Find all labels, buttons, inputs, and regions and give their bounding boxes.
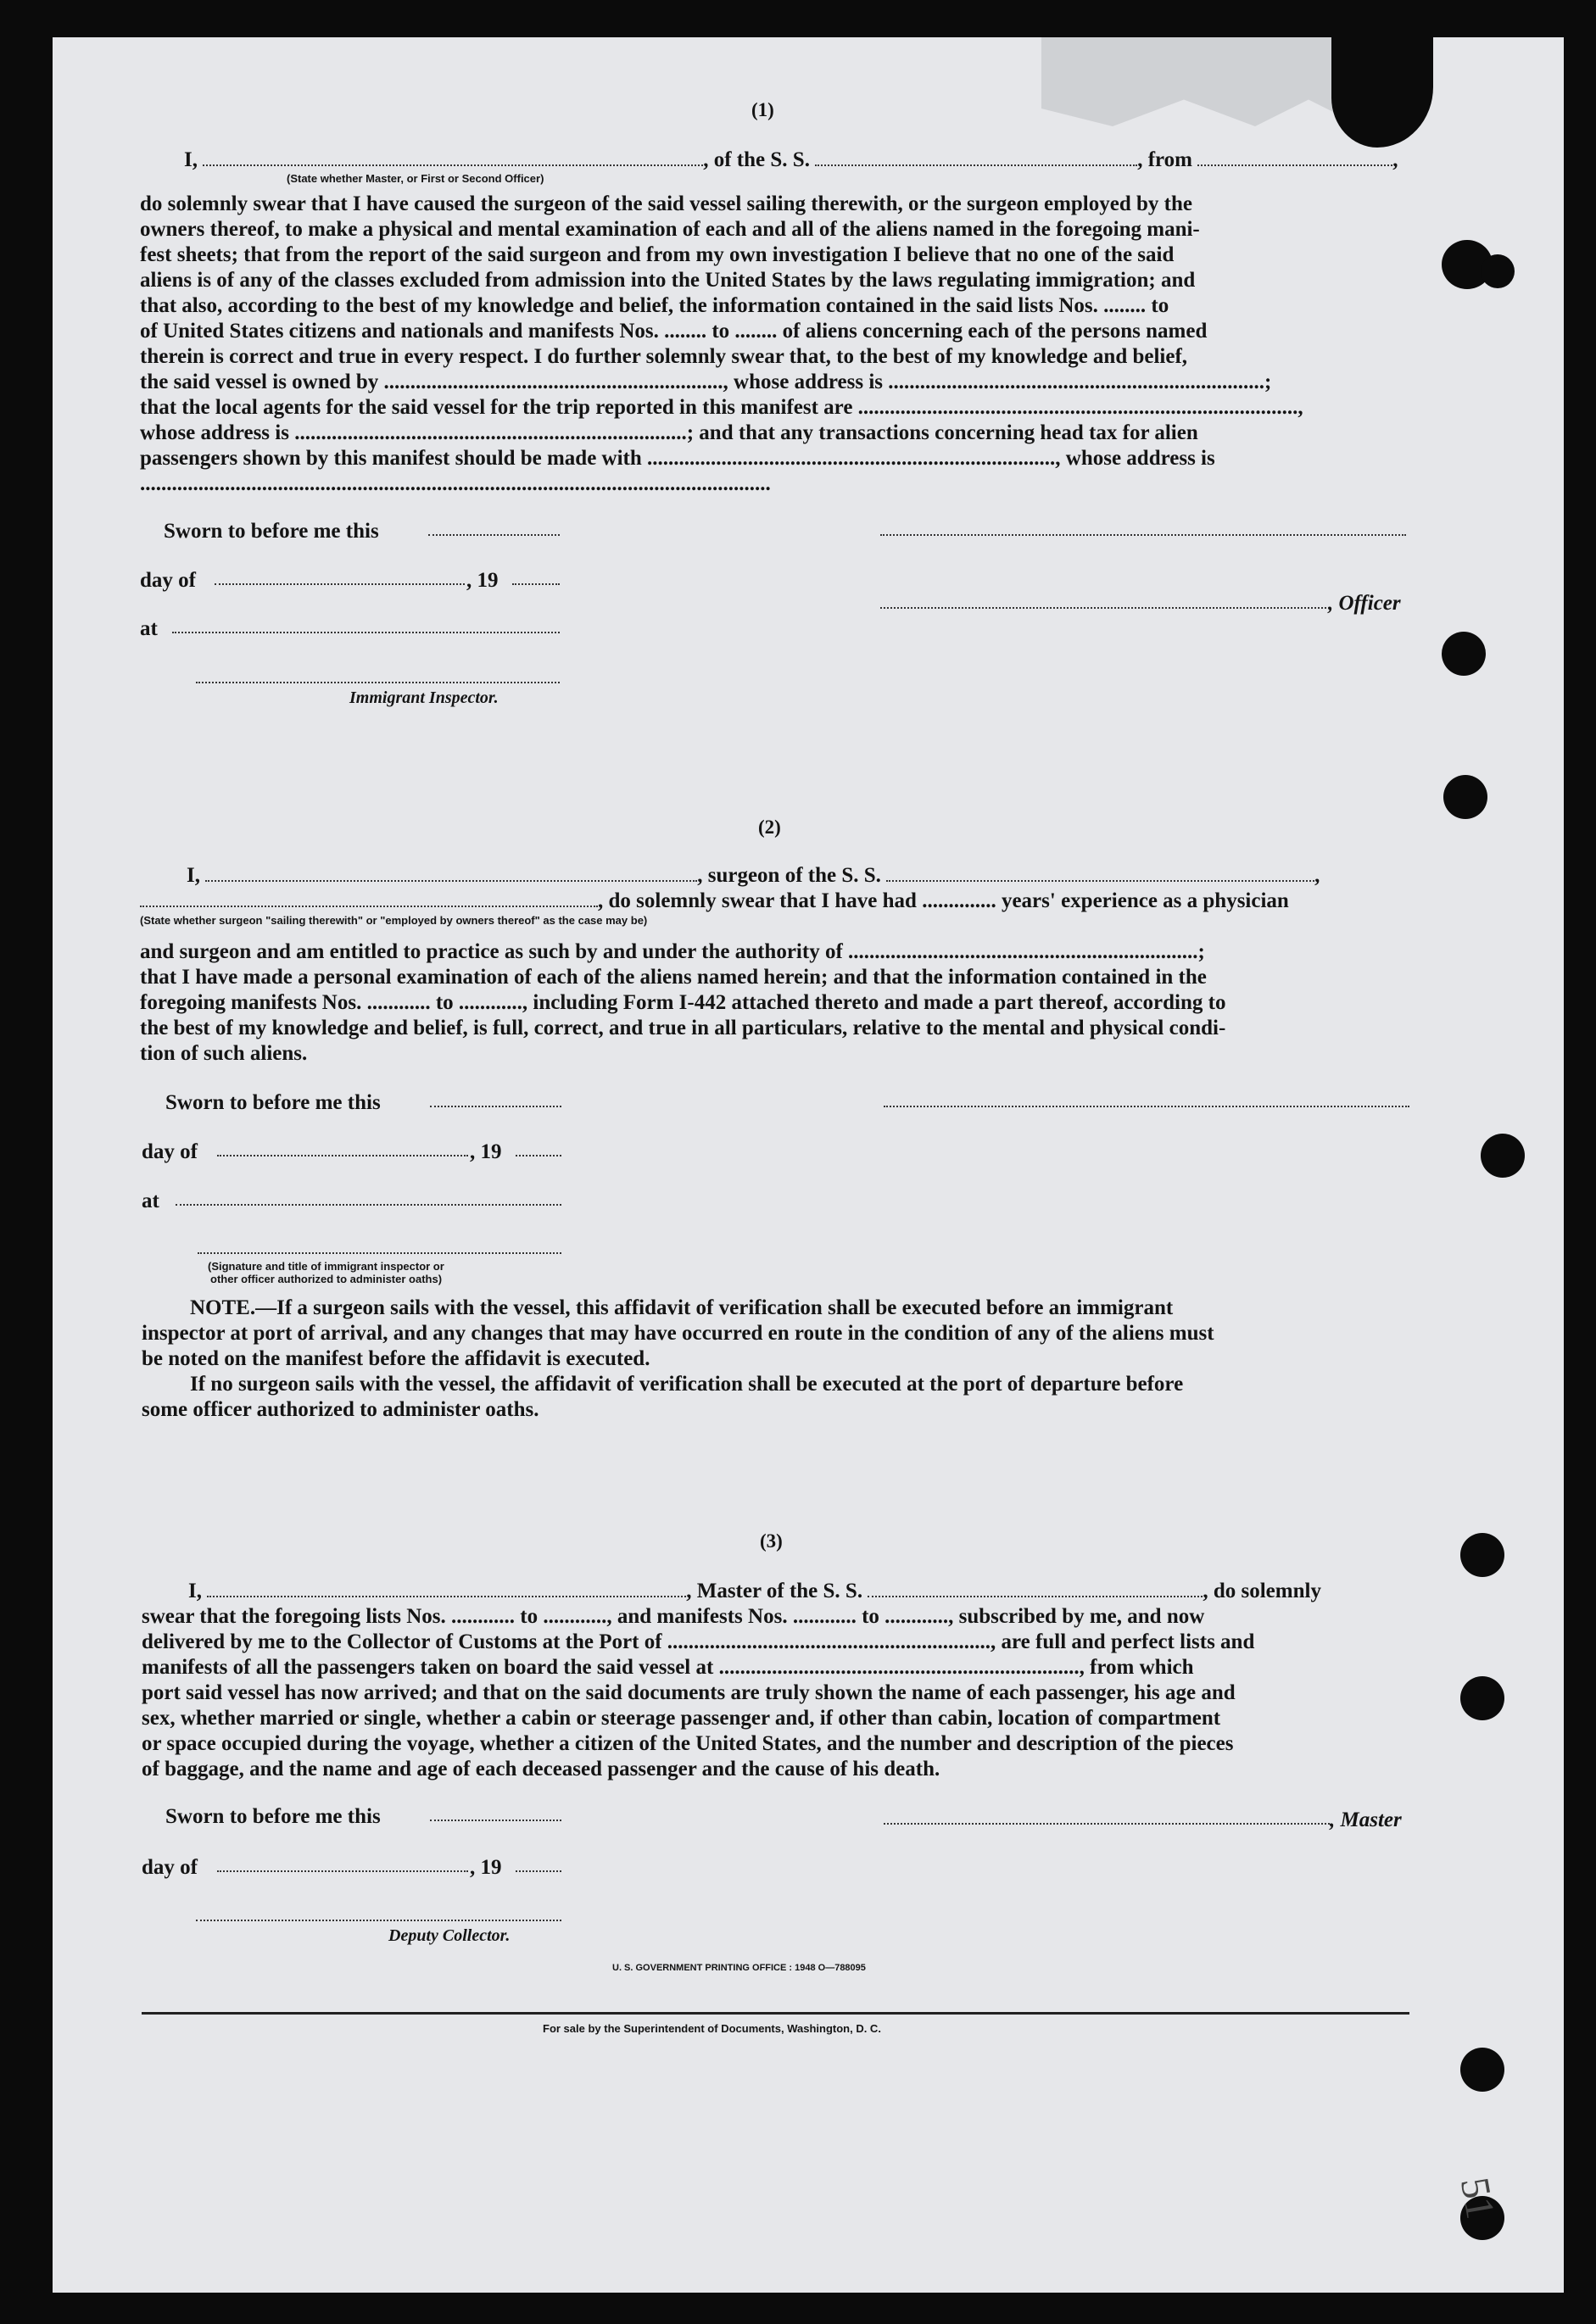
surgeon-name-field[interactable]	[205, 865, 697, 882]
surgeon-ship-label: , surgeon of the S. S.	[697, 864, 881, 887]
body-line: owners thereof, to make a physical and mental examination of each and all of the aliens named in the foregoing mani-	[140, 218, 1200, 241]
sale-notice: For sale by the Superintendent of Documents, Washington, D. C.	[543, 2022, 881, 2035]
body-line: passengers shown by this manifest should be made with ............................................................................., whose address is	[140, 447, 1215, 470]
at-label: at	[140, 617, 158, 640]
year-prefix: , 19	[466, 569, 499, 592]
punch-hole	[1443, 775, 1487, 819]
body-line: aliens is of any of the classes excluded from admission into the United States by the laws regulating immigration; and	[140, 269, 1196, 292]
deputy-collector-label: Deputy Collector.	[388, 1926, 511, 1945]
note-line: be noted on the manifest before the affidavit is executed.	[142, 1347, 650, 1370]
handwritten-page-mark: 51	[1451, 2174, 1504, 2222]
body-line: that I have made a personal examination of each of the aliens named herein; and that the information contained in the	[140, 966, 1207, 989]
year-field[interactable]	[512, 583, 560, 585]
at-label: at	[142, 1190, 159, 1212]
ship-label: , of the S. S.	[703, 148, 810, 171]
surgeon-status-caption: (State whether surgeon "sailing therewith" or "employed by owners thereof" as the case may be)	[140, 914, 648, 927]
body-line: fest sheets; that from the report of the said surgeon and from my own investigation I believe that no one of the said	[140, 243, 1175, 266]
year-prefix: , 19	[470, 1140, 502, 1163]
body-line: or space occupied during the voyage, whether a citizen of the United States, and the number and description of the pieces	[142, 1732, 1234, 1755]
master-name-field[interactable]	[207, 1580, 686, 1597]
section-number: (1)	[751, 99, 774, 120]
inspector-label: Immigrant Inspector.	[349, 688, 499, 707]
punch-hole	[1460, 1676, 1504, 1720]
officer-signature-field[interactable]	[198, 1252, 561, 1254]
ship-name-field[interactable]	[815, 149, 1137, 166]
sworn-date-field[interactable]	[430, 1820, 561, 1821]
at-place-field[interactable]	[176, 1204, 561, 1206]
note-line: inspector at port of arrival, and any changes that may have occurred en route in the condition of any of the aliens must	[142, 1322, 1214, 1345]
master-ship-field[interactable]	[868, 1580, 1203, 1597]
solemnly-label: , do solemnly	[1203, 1580, 1321, 1602]
day-of-label: day of	[142, 1856, 198, 1879]
collector-signature-field[interactable]	[196, 1920, 561, 1921]
officer-name-field[interactable]	[880, 607, 1326, 609]
sworn-label: Sworn to before me this	[164, 520, 379, 543]
master-signature-field[interactable]	[884, 1823, 1330, 1825]
sworn-date-field[interactable]	[430, 1106, 561, 1107]
body-line: that the local agents for the said vessel for the trip reported in this manifest are ...................................................................................,	[140, 396, 1303, 419]
sworn-date-field[interactable]	[428, 534, 560, 536]
year-field[interactable]	[516, 1870, 561, 1872]
from-label: , from	[1137, 148, 1192, 171]
signature-caption: (Signature and title of immigrant inspector or	[208, 1260, 444, 1273]
body-line: tion of such aliens.	[140, 1042, 308, 1065]
at-place-field[interactable]	[172, 632, 560, 633]
surgeon-signature-field[interactable]	[884, 1106, 1409, 1107]
officer-title-field[interactable]	[203, 149, 703, 166]
body-line: of baggage, and the name and age of each deceased passenger and the cause of his death.	[142, 1758, 940, 1781]
surgeon-second-line	[140, 889, 1289, 914]
surgeon-experience-text: , do solemnly swear that I have had .............. years' experience as a physician	[598, 889, 1289, 912]
body-line: sex, whether married or single, whether a cabin or steerage passenger and, if other than cabin, location of compartment	[142, 1707, 1221, 1730]
body-line: of United States citizens and nationals and manifests Nos. ........ to ........ of aliens concerning each of the persons named	[140, 320, 1208, 343]
year-prefix: , 19	[470, 1856, 502, 1879]
inspector-signature-field[interactable]	[196, 682, 560, 683]
surgeon-first-line: I, , surgeon of the S. S. ,	[187, 864, 1320, 887]
departure-port-field[interactable]	[1197, 149, 1392, 166]
punch-hole	[1460, 2048, 1504, 2092]
pronoun-label: I,	[187, 864, 200, 887]
officer-label: , Officer	[1328, 592, 1401, 615]
body-line: swear that the foregoing lists Nos. ............ to ............, and manifests Nos. ............ to ............, subscribed by me, and now	[142, 1605, 1205, 1628]
body-line: the best of my knowledge and belief, is full, correct, and true in all particulars, relative to the mental and physical condi-	[140, 1017, 1226, 1039]
section-number: (3)	[760, 1530, 783, 1552]
note-line: NOTE.—If a surgeon sails with the vessel, this affidavit of verification shall be executed before an immigrant	[190, 1296, 1174, 1319]
body-line: manifests of all the passengers taken on board the said vessel at ...................................................................., from which	[142, 1656, 1194, 1679]
pronoun-label: I,	[188, 1580, 202, 1602]
day-of-field[interactable]	[217, 1870, 468, 1872]
body-line: that also, according to the best of my knowledge and belief, the information contained in the said lists Nos. ........ to	[140, 294, 1169, 317]
note-line: some officer authorized to administer oaths.	[142, 1398, 539, 1421]
surgeon-ship-field[interactable]	[886, 865, 1314, 882]
punch-hole	[1442, 632, 1486, 676]
affidavit-first-line: I, , of the S. S. , from ,	[184, 148, 1398, 171]
body-line: and surgeon and am entitled to practice as such by and under the authority of ..................................................................;	[140, 940, 1205, 963]
body-line: .......................................................................................................................	[140, 472, 771, 495]
sworn-label: Sworn to before me this	[165, 1091, 381, 1114]
printing-office-imprint: U. S. GOVERNMENT PRINTING OFFICE : 1948 O—788095	[612, 1963, 866, 1973]
day-of-label: day of	[142, 1140, 198, 1163]
section-number: (2)	[758, 816, 781, 838]
day-of-field[interactable]	[215, 583, 465, 585]
year-field[interactable]	[516, 1155, 561, 1156]
body-line: do solemnly swear that I have caused the surgeon of the said vessel sailing therewith, or the surgeon employed by the	[140, 192, 1192, 215]
punch-hole	[1481, 254, 1515, 288]
body-line: foregoing manifests Nos. ............ to ............, including Form I-442 attached thereto and made a part thereof, according to	[140, 991, 1226, 1014]
note-line: If no surgeon sails with the vessel, the affidavit of verification shall be executed at the port of departure before	[190, 1373, 1184, 1396]
pronoun-label: I,	[184, 148, 198, 171]
officer-signature-field[interactable]	[880, 534, 1406, 536]
officer-caption: (State whether Master, or First or Second Officer)	[287, 172, 544, 185]
punch-hole	[1481, 1134, 1525, 1178]
punch-hole	[1460, 1533, 1504, 1577]
body-line: whose address is ..........................................................................; and that any transactions concerning head tax for alien	[140, 421, 1198, 444]
sworn-label: Sworn to before me this	[165, 1805, 381, 1828]
footer-divider	[142, 2012, 1409, 2015]
body-line: delivered by me to the Collector of Customs at the Port of ............................................................., are full and perfect lists and	[142, 1630, 1255, 1653]
body-line: port said vessel has now arrived; and that on the said documents are truly shown the name of each passenger, his age and	[142, 1681, 1236, 1704]
surgeon-status-field[interactable]	[140, 890, 598, 907]
master-ship-label: , Master of the S. S.	[686, 1580, 863, 1602]
master-label: , Master	[1330, 1808, 1402, 1831]
signature-caption: other officer authorized to administer oaths)	[210, 1273, 443, 1285]
body-line: the said vessel is owned by ................................................................, whose address is .......................................................................;	[140, 371, 1272, 393]
master-first-line	[188, 1579, 1321, 1604]
day-of-field[interactable]	[217, 1155, 468, 1156]
body-line: therein is correct and true in every respect. I do further solemnly swear that, to the best of my knowledge and belief,	[140, 345, 1188, 368]
day-of-label: day of	[140, 569, 196, 592]
